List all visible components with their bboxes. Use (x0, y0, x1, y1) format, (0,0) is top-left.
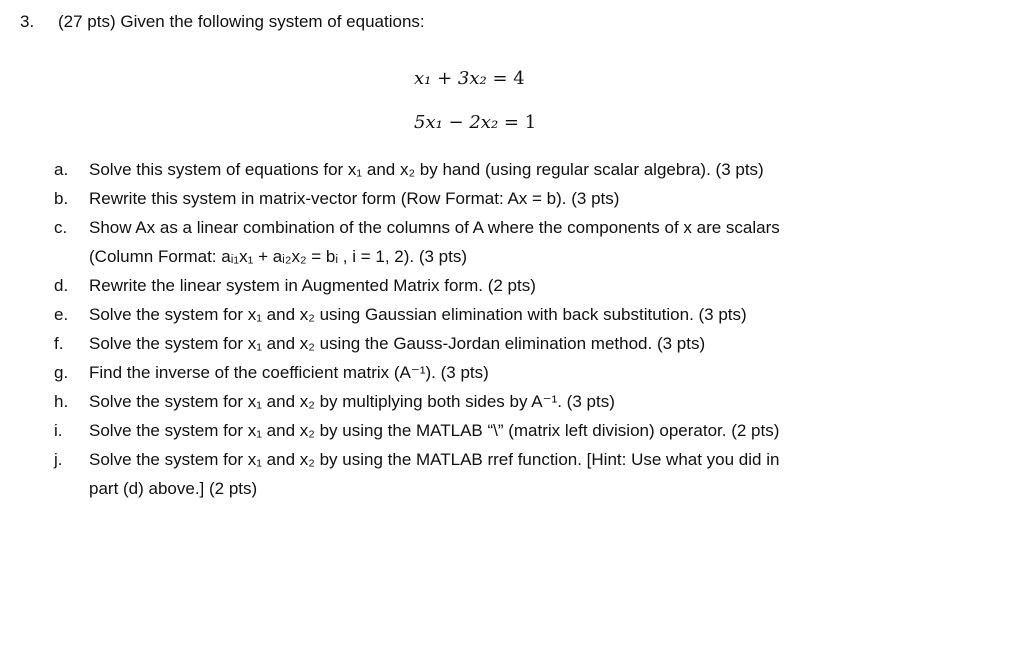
parts-list (54, 155, 1014, 503)
equation-2-lhs: 5x₁ − 2x₂ (414, 112, 499, 133)
part-d (54, 271, 1014, 300)
part-letter: c. (54, 218, 68, 237)
part-text-continued: part (d) above.] (2 pts) (89, 479, 258, 498)
part-text: Rewrite this system in matrix-vector form (Row Format: Ax = b). (3 pts) (89, 189, 620, 208)
part-text: Solve this system of equations for x₁ and x₂ by hand (using regular scalar algebra). (3 pts) (89, 160, 764, 179)
part-text: Rewrite the linear system in Augmented Matrix form. (2 pts) (89, 276, 536, 295)
part-text: Find the inverse of the coefficient matrix (A⁻¹). (3 pts) (89, 363, 489, 382)
part-letter: e. (54, 305, 69, 324)
part-a (54, 155, 1014, 184)
question-number: 3. (20, 12, 35, 31)
part-letter: h. (54, 392, 69, 411)
part-text: Solve the system for x₁ and x₂ by multiplying both sides by A⁻¹. (3 pts) (89, 392, 615, 411)
part-i (54, 416, 1014, 445)
part-letter: i. (54, 421, 63, 440)
part-h (54, 387, 1014, 416)
part-c (54, 213, 1014, 242)
part-letter: a. (54, 160, 69, 179)
part-text: Solve the system for x₁ and x₂ using Gaussian elimination with back substitution. (3 pts) (89, 305, 747, 324)
part-letter: j. (54, 450, 63, 469)
equation-1-rhs: = 4 (492, 68, 525, 89)
part-j-continued (54, 474, 1014, 503)
part-text-continued: (Column Format: aᵢ₁x₁ + aᵢ₂x₂ = bᵢ , i = 1, 2). (3 pts) (89, 247, 468, 266)
part-j (54, 445, 1014, 474)
question-header (20, 12, 425, 32)
question-title: (27 pts) Given the following system of equations: (58, 12, 425, 31)
equation-1 (414, 68, 525, 89)
part-g (54, 358, 1014, 387)
part-letter: f. (54, 334, 64, 353)
part-text: Solve the system for x₁ and x₂ by using the MATLAB rref function. [Hint: Use what you did in (89, 450, 780, 469)
equation-2-rhs: = 1 (503, 112, 537, 133)
equation-1-lhs: x₁ + 3x₂ (414, 68, 487, 89)
equation-2 (414, 112, 536, 133)
part-letter: b. (54, 189, 69, 208)
part-text: Show Ax as a linear combination of the columns of A where the components of x are scalars (89, 218, 780, 237)
part-f (54, 329, 1014, 358)
part-letter: g. (54, 363, 69, 382)
part-letter: d. (54, 276, 69, 295)
part-b (54, 184, 1014, 213)
part-text: Solve the system for x₁ and x₂ using the Gauss-Jordan elimination method. (3 pts) (89, 334, 706, 353)
part-text: Solve the system for x₁ and x₂ by using the MATLAB “\” (matrix left division) operator. (2 pts) (89, 421, 780, 440)
part-c-continued (54, 242, 1014, 271)
part-e (54, 300, 1014, 329)
